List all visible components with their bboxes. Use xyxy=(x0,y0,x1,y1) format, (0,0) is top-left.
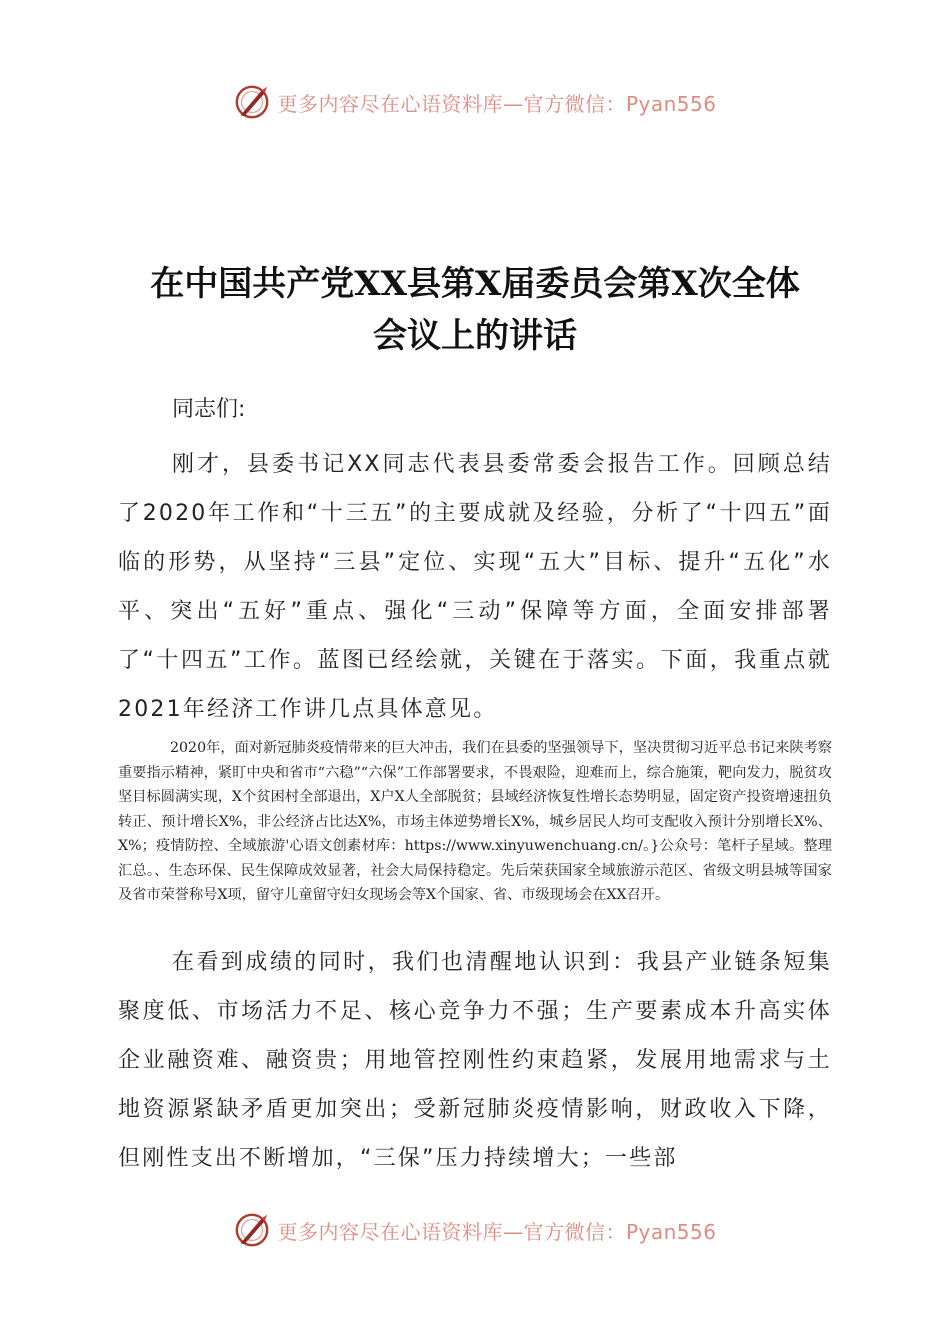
header-banner xyxy=(0,80,950,124)
document-title-line1: 在中国共产党XX县第X届委员会第X次全体 xyxy=(150,264,800,304)
quill-pen-circle-icon xyxy=(233,1211,271,1249)
header-banner-text: 更多内容尽在心语资料库—官方微信：Pyan556 xyxy=(277,91,717,116)
document-title xyxy=(100,258,850,362)
paragraph-problems: 在看到成绩的同时，我们也清醒地认识到：我县产业链条短集聚度低、市场活力不足、核心竞争力不强；生产要素成本升高实体企业融资难、融资贵；用地管控刚性约束趋紧，发展用地需求与土地资源紧缺矛盾更加突出；受新冠肺炎疫情影响，财政收入下降，但刚性支出不断增加，“三保”压力持续增大；一些部 xyxy=(118,950,832,1171)
footer-banner xyxy=(0,1208,950,1252)
greeting: 同志们: xyxy=(172,397,246,422)
footer-banner-text: 更多内容尽在心语资料库—官方微信：Pyan556 xyxy=(277,1219,717,1244)
paragraph-achievements: 2020年，面对新冠肺炎疫情带来的巨大冲击，我们在县委的坚强领导下，坚决贯彻习近平总书记来陕考察重要指示精神，紧盯中央和省市“六稳”“六保”工作部署要求，不畏艰险，迎难而上，综合施策，靶向发力，脱贫攻坚目标圆满实现，X个贫困村全部退出，X户X人全部脱贫；县域经济恢复性增长态势明显，固定资产投资增速扭负转正、预计增长X%，非公经济占比达X%，市场主体逆势增长X%，城乡居民人均可支配收入预计分别增长X%、X%；疫情防控、全域旅游'心语文创素材库：https://www.xinyuwenchuang.cn/。}公众号：笔杆子星域。整理汇总。、生态环保、民生保障成效显著，社会大局保持稳定。先后荣获国家全域旅游示范区、省级文明县城等国家及省市荣誉称号X项，留守儿童留守妇女现场会等X个国家、省、市级现场会在XX召开。 xyxy=(118,740,832,903)
quill-pen-circle-icon xyxy=(233,83,271,121)
paragraph-intro: 刚才，县委书记XX同志代表县委常委会报告工作。回顾总结了2020年工作和“十三五”的主要成就及经验，分析了“十四五”面临的形势，从坚持“三县”定位、实现“五大”目标、提升“五化”水平、突出“五好”重点、强化“三动”保障等方面，全面安排部署了“十四五”工作。蓝图已经绘就，关键在于落实。下面，我重点就2021年经济工作讲几点具体意见。 xyxy=(118,452,832,722)
document-title-line2: 会议上的讲话 xyxy=(373,316,577,356)
